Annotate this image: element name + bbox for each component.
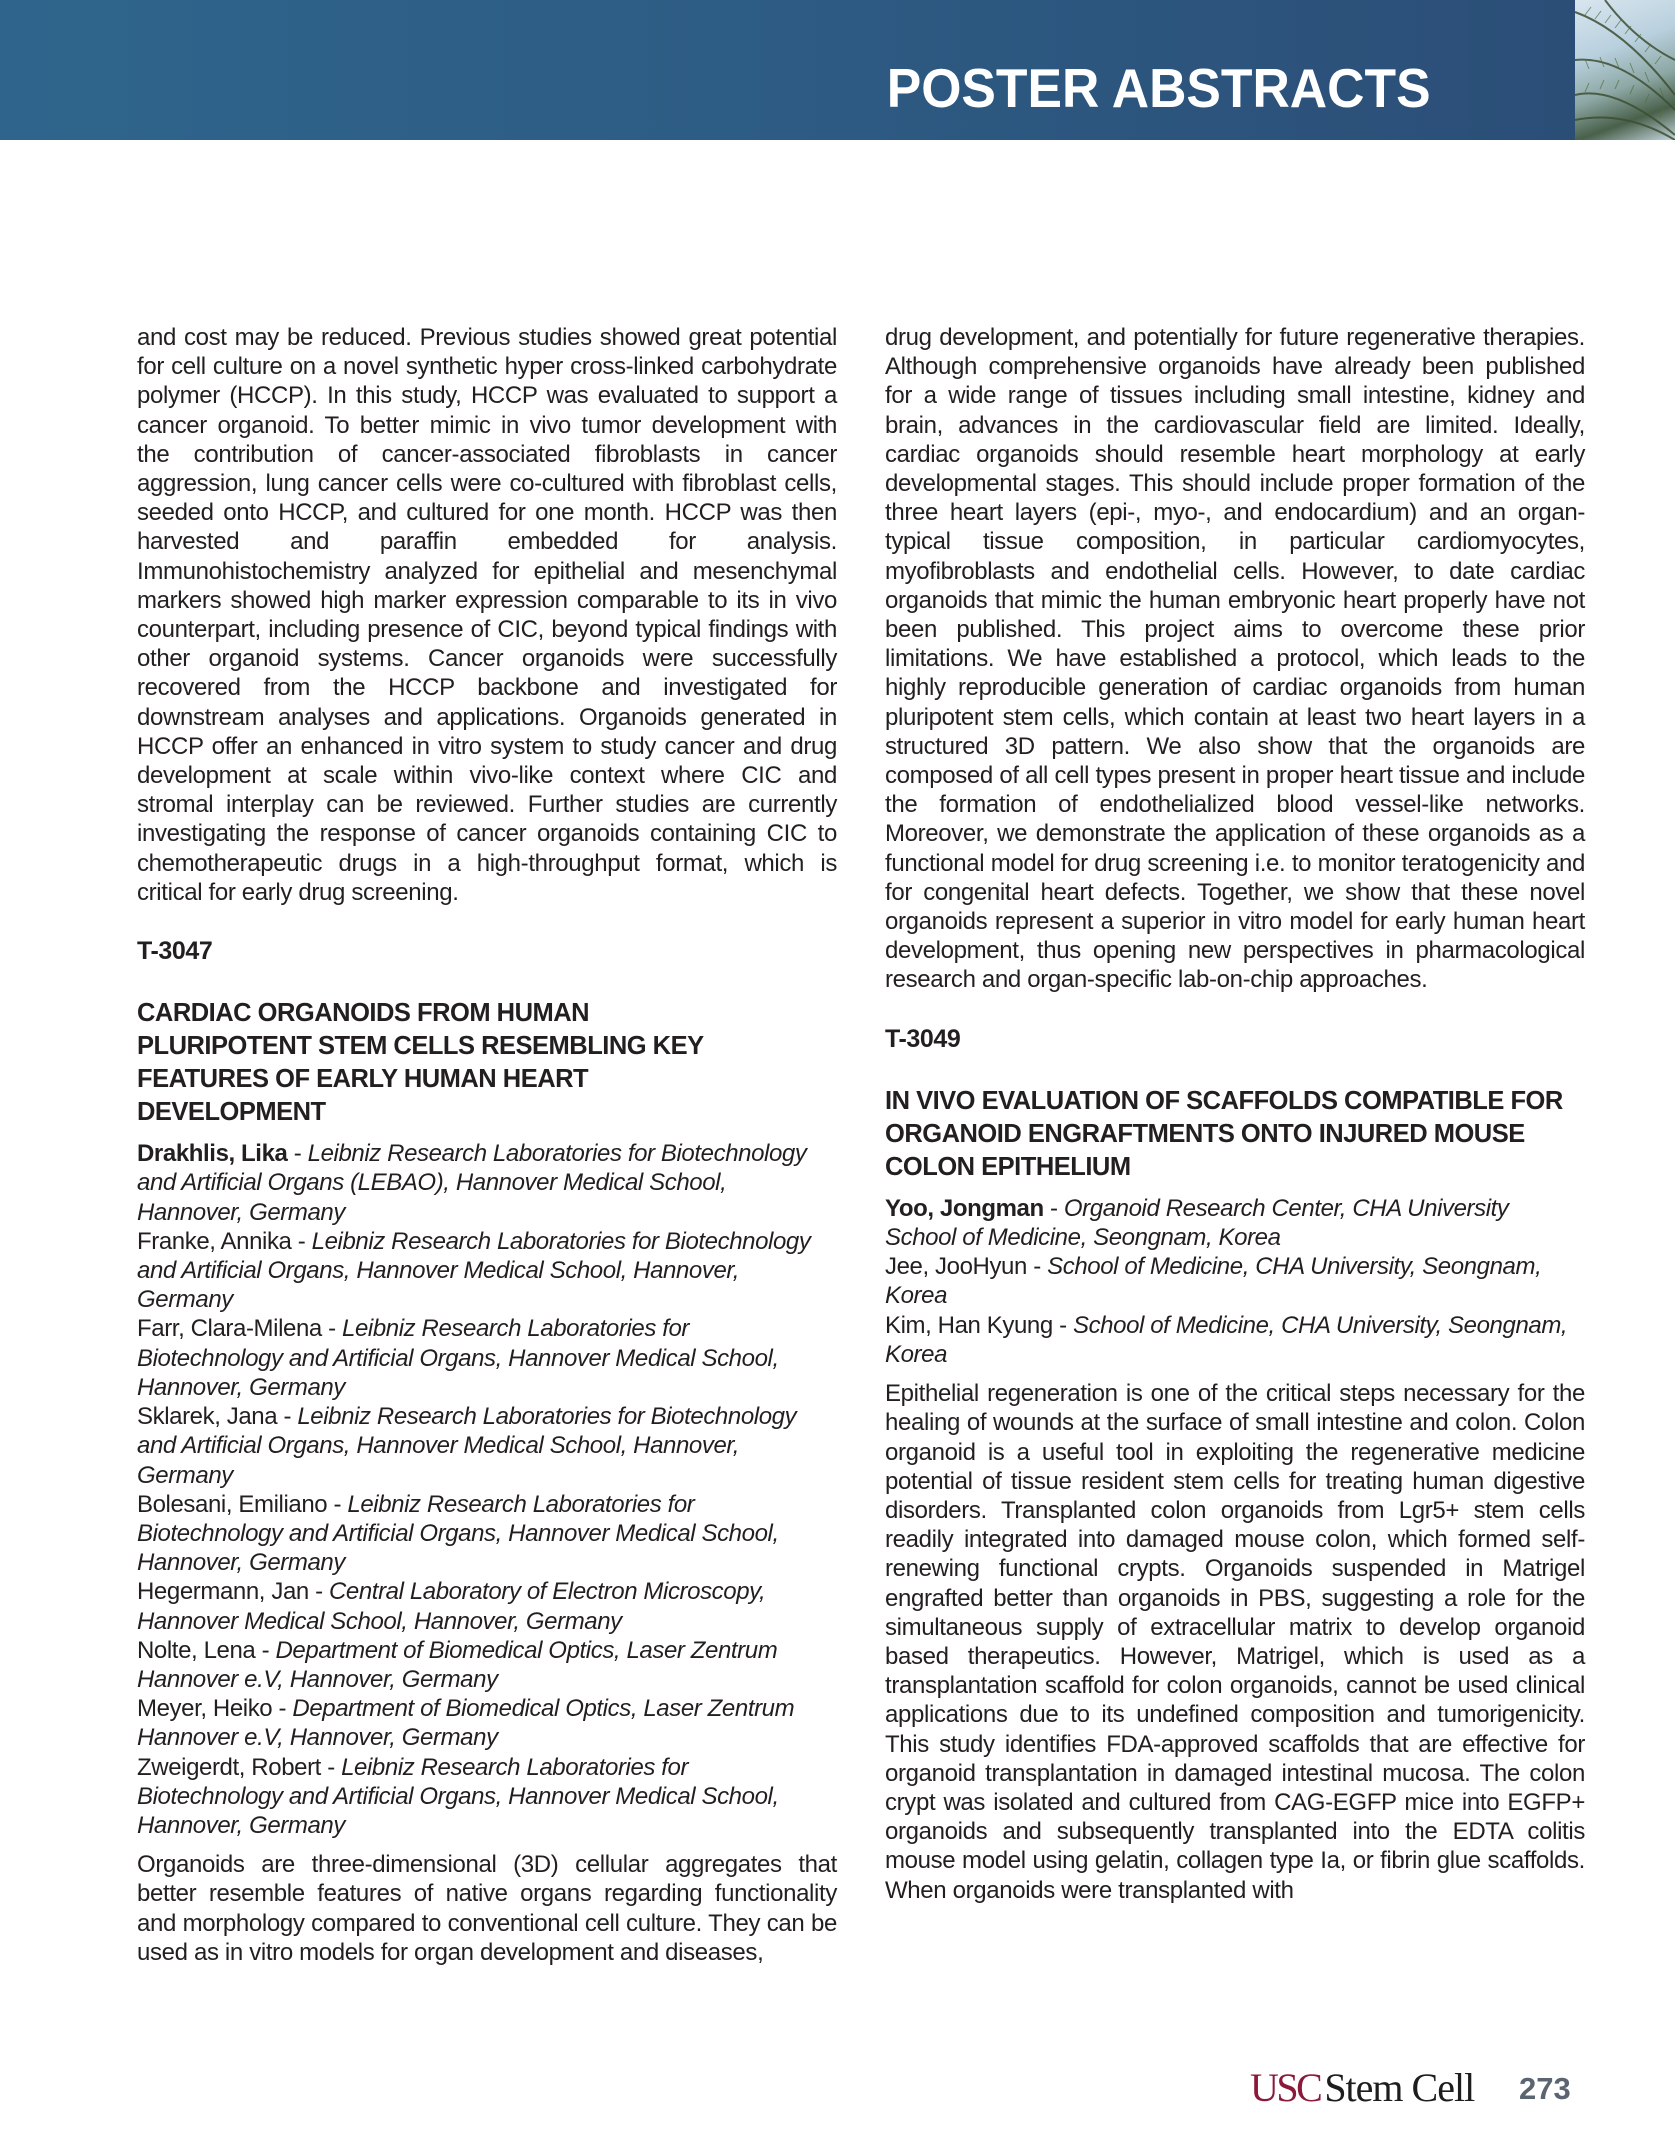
- author-entry: [885, 1194, 1585, 1252]
- palm-tree-photo: [1575, 0, 1675, 140]
- author-affiliation: Leibniz Research Laboratories for Biotechnology and Artificial Organs, Hannover Medical School, Hannover, Germany: [137, 1315, 779, 1401]
- author-name: Jee, JooHyun: [885, 1253, 1027, 1281]
- separator: -: [321, 1315, 342, 1343]
- author-affiliation: Leibniz Research Laboratories for Biotechnology and Artificial Organs, Hannover Medical School, Hannover, Germany: [137, 1403, 797, 1489]
- author-entry: [137, 1753, 837, 1841]
- separator: -: [277, 1403, 298, 1431]
- abstract-title: CARDIAC ORGANOIDS FROM HUMAN PLURIPOTENT STEM CELLS RESEMBLING KEY FEATURES OF EARLY HUMAN HEART DEVELOPMENT: [137, 999, 704, 1127]
- separator: -: [308, 1578, 329, 1606]
- abstract-title: IN VIVO EVALUATION OF SCAFFOLDS COMPATIBLE FOR ORGANOID ENGRAFTMENTS ONTO INJURED MOUSE COLON EPITHELIUM: [885, 1086, 1563, 1181]
- separator: -: [272, 1695, 293, 1723]
- author-name: Sklarek, Jana: [137, 1403, 278, 1431]
- author-list: [885, 1194, 1585, 1369]
- author-entry: [137, 1636, 837, 1694]
- right-column: [885, 323, 1585, 1905]
- author-entry: [137, 1227, 837, 1315]
- author-affiliation: Organoid Research Center, CHA University School of Medicine, Seongnam, Korea: [885, 1194, 1509, 1252]
- author-affiliation: Central Laboratory of Electron Microscopy, Hannover Medical School, Hannover, Germany: [137, 1578, 766, 1635]
- author-name: Meyer, Heiko: [137, 1695, 273, 1723]
- header-banner: [0, 0, 1575, 140]
- abstract-id: T-3049: [885, 1024, 961, 1053]
- separator: -: [255, 1636, 276, 1664]
- author-name: Drakhlis, Lika: [137, 1140, 288, 1168]
- author-list: [137, 1139, 837, 1840]
- separator: -: [1052, 1311, 1073, 1339]
- abstract-body: Epithelial regeneration is one of the critical steps necessary for the healing of wounds at the surface of small intestine and colon. Colon organoid is a useful tool in exploiting the regenerative medicine potential of tissue resident stem cells for treating human digestive disorders. Transplanted colon organoids from Lgr5+ stem cells readily integrated into damaged mouse colon, which formed self-renewing functional crypts. Organoids suspended in Matrigel engrafted better than organoids in PBS, suggesting a role for the simultaneous supply of extracellular matrix to develop organoid based therapeutics. However, Matrigel, which is used as a transplantation scaffold for colon organoids, cannot be used clinical applications due to its undefined composition and tumorigenicity. This study identifies FDA-approved scaffolds that are effective for organoid transplantation in damaged intestinal mucosa. The colon crypt was isolated and cultured from CAG-EGFP mice into EGFP+ organoids and subsequently transplanted into the EDTA colitis mouse model using gelatin, collagen type Ia, or fibrin glue scaffolds. When organoids were transplanted with: [885, 1380, 1585, 1904]
- continued-abstract-text: drug development, and potentially for future regenerative therapies. Although comprehensive organoids have already been published for a wide range of tissues including small intestine, kidney and brain, advances in the cardiovascular field are limited. Ideally, cardiac organoids should resemble heart morphology at early developmental stages. This should include proper formation of the three heart layers (epi-, myo-, and endocardium) and an organ-typical tissue composition, in particular cardiomyocytes, myofibroblasts and endothelial cells. However, to date cardiac organoids that mimic the human embryonic heart properly have not been published. This project aims to overcome these prior limitations. We have established a protocol, which leads to the highly reproducible generation of cardiac organoids from human pluripotent stem cells, which contain at least two heart layers in a structured 3D pattern. We also show that the organoids are composed of all cell types present in proper heart tissue and include the formation of endothelialized blood vessel-like networks. Moreover, we demonstrate the application of these organoids as a functional model for drug screening i.e. to monitor teratogenicity and for congenital heart defects. Together, we show that these novel organoids represent a superior in vitro model for early human heart development, thus opening new perspectives in pharmacological research and organ-specific lab-on-chip approaches.: [885, 324, 1585, 994]
- author-entry: [885, 1252, 1585, 1310]
- author-entry: [885, 1311, 1585, 1369]
- author-affiliation: School of Medicine, CHA University, Seongnam, Korea: [885, 1311, 1568, 1368]
- author-name: Nolte, Lena: [137, 1636, 256, 1664]
- section-title: POSTER ABSTRACTS: [887, 57, 1431, 119]
- left-column: [137, 323, 837, 1967]
- logo-stem-cell: Stem Cell: [1324, 2065, 1475, 2110]
- separator: -: [327, 1490, 348, 1518]
- separator: -: [1026, 1253, 1048, 1281]
- author-affiliation: School of Medicine, CHA University, Seongnam, Korea: [885, 1253, 1542, 1310]
- author-entry: [137, 1694, 837, 1752]
- author-entry: [137, 1402, 837, 1490]
- author-entry: [137, 1314, 837, 1402]
- separator: -: [291, 1227, 312, 1255]
- separator: -: [320, 1753, 342, 1781]
- palm-fronds-icon: [1575, 0, 1675, 140]
- author-affiliation: Department of Biomedical Optics, Laser Zentrum Hannover e.V, Hannover, Germany: [137, 1695, 795, 1752]
- continued-abstract-text: and cost may be reduced. Previous studies showed great potential for cell culture on a novel synthetic hyper cross-linked carbohydrate polymer (HCCP). In this study, HCCP was evaluated to support a cancer organoid. To better mimic in vivo tumor development with the contribution of cancer-associated fibroblasts in cancer aggression, lung cancer cells were co-cultured with fibroblast cells, seeded onto HCCP, and cultured for one month. HCCP was then harvested and paraffin embedded for analysis. Immunohistochemistry analyzed for epithelial and mesenchymal markers showed high marker expression comparable to its in vivo counterpart, including presence of CIC, beyond typical findings with other organoid systems. Cancer organoids were successfully recovered from the HCCP backbone and investigated for downstream analyses and applications. Organoids generated in HCCP offer an enhanced in vitro system to study cancer and drug development at scale within vivo-like context where CIC and stromal interplay can be reviewed. Further studies are currently investigating the response of cancer organoids containing CIC to chemotherapeutic drugs in a high-throughput format, which is critical for early drug screening.: [137, 324, 837, 906]
- author-affiliation: Leibniz Research Laboratories for Biotechnology and Artificial Organs, Hannover Medical School, Hannover, Germany: [137, 1753, 779, 1839]
- author-name: Franke, Annika: [137, 1227, 292, 1255]
- author-name: Farr, Clara-Milena: [137, 1315, 322, 1343]
- author-entry: [137, 1577, 837, 1635]
- author-affiliation: Leibniz Research Laboratories for Biotechnology and Artificial Organs, Hannover Medical School, Hannover, Germany: [137, 1227, 811, 1314]
- logo-usc: USC: [1250, 2065, 1321, 2110]
- abstract-body: Organoids are three-dimensional (3D) cellular aggregates that better resemble features of native organs regarding functionality and morphology compared to conventional cell culture. They can be used as in vitro models for organ development and diseases,: [137, 1851, 837, 1966]
- usc-stem-cell-logo: [1250, 2066, 1474, 2110]
- page-number: 273: [1519, 2071, 1571, 2106]
- author-entry: [137, 1490, 837, 1578]
- author-affiliation: Leibniz Research Laboratories for Biotechnology and Artificial Organs (LEBAO), Hannover Medical School, Hannover, Germany: [137, 1140, 807, 1226]
- separator: -: [1043, 1194, 1064, 1222]
- author-affiliation: Department of Biomedical Optics, Laser Zentrum Hannover e.V, Hannover, Germany: [137, 1636, 778, 1693]
- author-name: Bolesani, Emiliano: [137, 1490, 328, 1518]
- author-name: Kim, Han Kyung: [885, 1311, 1053, 1339]
- author-name: Hegermann, Jan: [137, 1578, 309, 1606]
- separator: -: [287, 1140, 308, 1168]
- author-affiliation: Leibniz Research Laboratories for Biotechnology and Artificial Organs, Hannover Medical School, Hannover, Germany: [137, 1490, 779, 1577]
- author-name: Yoo, Jongman: [885, 1194, 1044, 1222]
- abstract-id: T-3047: [137, 937, 213, 966]
- author-entry: [137, 1139, 837, 1227]
- author-name: Zweigerdt, Robert: [137, 1753, 321, 1781]
